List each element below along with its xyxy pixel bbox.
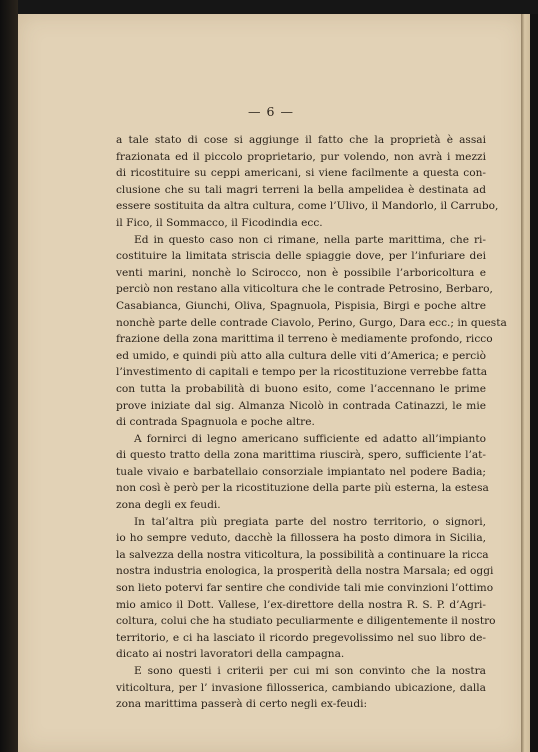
text-line: l’investimento di capitali e tempo per la ricostituzione verrebbe fatta bbox=[116, 366, 488, 379]
text-line: clusione che su tali magri terreni la bella ampelidea è destinata ad bbox=[116, 183, 486, 196]
text-line: il Fico, il Sommacco, il Ficodindia ecc. bbox=[116, 216, 323, 229]
text-line: con tutta la probabilità di buono esito, come l’accennano le prime bbox=[116, 382, 486, 395]
text-line: zona degli ex feudi. bbox=[116, 499, 221, 512]
text-line: coltura, colui che ha studiato peculiarmente e diligentemente il nostro bbox=[116, 615, 496, 628]
text-line: di contrada Spagnuola e poche altre. bbox=[116, 416, 315, 429]
paragraph bbox=[116, 514, 496, 663]
text-line: non così è però per la ricostituzione della parte più esterna, la estesa bbox=[116, 482, 489, 495]
text-line: In tal’altra più pregiata parte del nostro territorio, o signori, bbox=[134, 515, 486, 528]
book-page bbox=[18, 14, 524, 752]
next-page-edge bbox=[521, 14, 530, 752]
text-line: io ho sempre veduto, dacchè la fillossera ha posto dimora in Sicilia, bbox=[116, 532, 486, 545]
text-line: mio amico il Dott. Vallese, l’ex-direttore della nostra R. S. P. d’Agri- bbox=[116, 598, 486, 611]
text-line: la salvezza della nostra viticoltura, la possibilità a continuare la ricca bbox=[116, 548, 489, 561]
paragraph bbox=[116, 431, 489, 514]
text-line: frazione della zona marittima il terreno è mediamente profondo, ricco bbox=[116, 333, 493, 346]
text-line: territorio, e ci ha lasciato il ricordo pregevolissimo nel suo libro de- bbox=[116, 631, 486, 644]
text-line: nostra industria enologica, la prosperità della nostra Marsala; ed oggi bbox=[116, 565, 494, 578]
text-line: son lieto potervi far sentire che condivide tali mie convinzioni l’ottimo bbox=[116, 582, 494, 595]
paragraph bbox=[116, 132, 499, 232]
scan-left-border bbox=[0, 0, 18, 752]
text-line: A fornirci di legno americano sufficiente ed adatto all’impianto bbox=[134, 432, 486, 445]
text-line: zona marittima passerà di certo negli ex-feudi: bbox=[116, 698, 368, 711]
text-line: di ricostituire su ceppi americani, si viene facilmente a questa con- bbox=[116, 167, 486, 180]
text-line: nonchè parte delle contrade Ciavolo, Perino, Gurgo, Dara ecc.; in questa bbox=[116, 316, 507, 329]
text-line: ed umido, e quindi più atto alla cultura delle viti d’America; e perciò bbox=[116, 349, 486, 362]
text-line: costituire la limitata striscia delle spiaggie dove, per l’infuriare dei bbox=[116, 250, 486, 263]
page-number: — 6 — bbox=[248, 104, 294, 119]
text-line: Ed in questo caso non ci rimane, nella parte marittima, che ri- bbox=[134, 233, 486, 246]
paragraph bbox=[116, 663, 486, 713]
text-line: dicato ai nostri lavoratori della campagna. bbox=[116, 648, 345, 661]
text-line: frazionata ed il piccolo proprietario, pur volendo, non avrà i mezzi bbox=[116, 150, 486, 163]
paragraph bbox=[116, 232, 507, 431]
body-text bbox=[116, 132, 507, 713]
scan-top-border bbox=[0, 0, 538, 14]
text-line: E sono questi i criterii per cui mi son convinto che la nostra bbox=[134, 665, 486, 677]
text-line: prove iniziate dal sig. Almanza Nicolò in contrada Catinazzi, le mie bbox=[116, 399, 486, 412]
text-line: essere sostituita da altra cultura, come l’Ulivo, il Mandorlo, il Carrubo, bbox=[116, 200, 499, 213]
text-line: a tale stato di cose si aggiunge il fatto che la proprietà è assai bbox=[116, 134, 486, 146]
text-line: venti marini, nonchè lo Scirocco, non è possibile l’arboricoltura e bbox=[116, 266, 486, 279]
text-line: perciò non restano alla viticoltura che le contrade Petrosino, Berbaro, bbox=[116, 283, 493, 296]
text-line: tuale vivaio e barbatellaio consorziale impiantato nel podere Badia; bbox=[116, 465, 486, 478]
text-line: di questo tratto della zona marittima riuscirà, spero, sufficiente l’at- bbox=[116, 449, 486, 462]
text-line: viticoltura, per l’ invasione fillosserica, cambiando ubicazione, dalla bbox=[116, 681, 486, 694]
text-line: Casabianca, Giunchi, Oliva, Spagnuola, Pispisia, Birgi e poche altre bbox=[116, 299, 486, 312]
